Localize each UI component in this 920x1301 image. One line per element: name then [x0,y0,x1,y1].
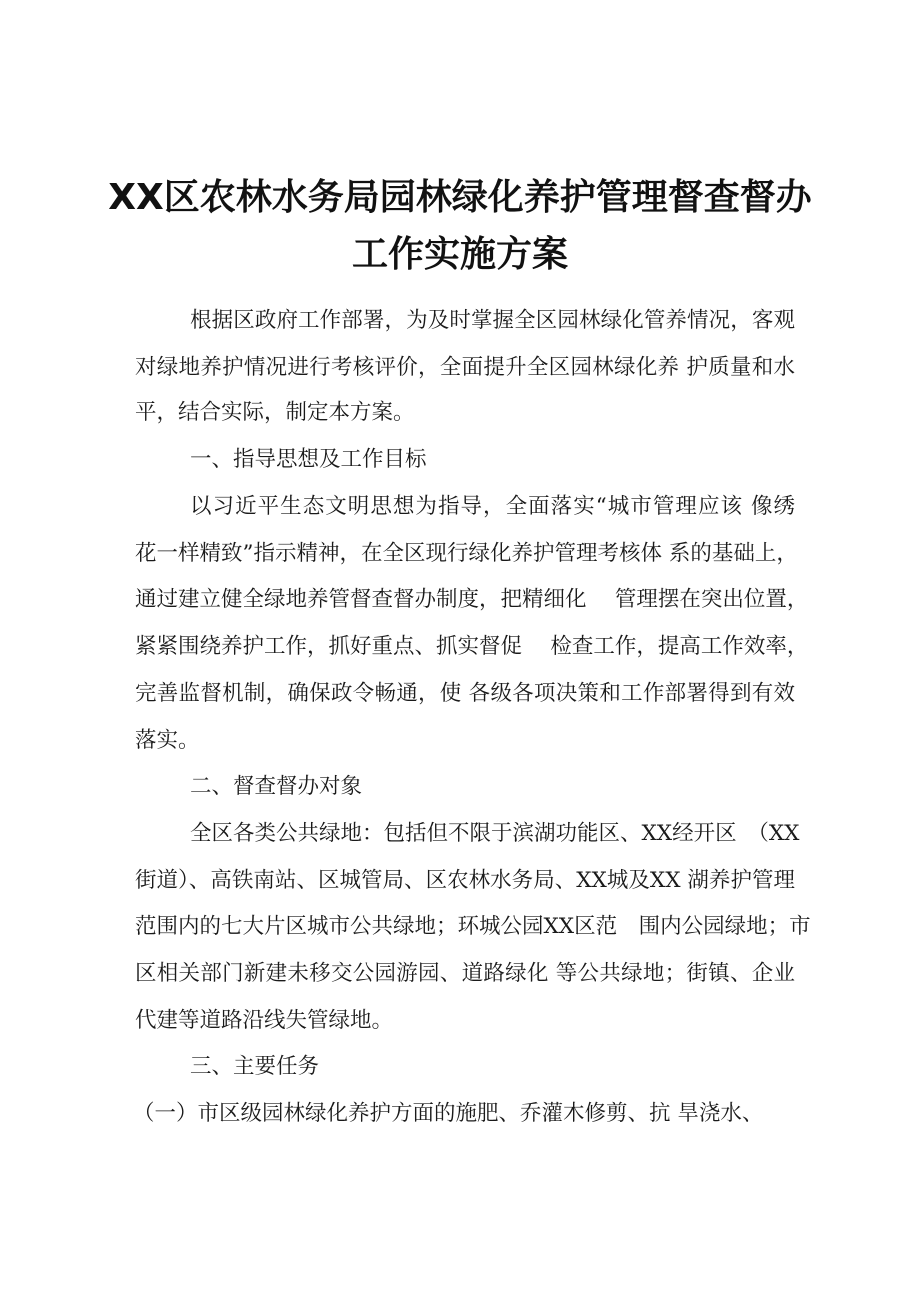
section-2-line-5: 代建等道路沿线失管绿地。 [135,1008,394,1033]
section-1-heading: 一、指导思想及工作目标 [190,447,427,472]
document-title-line-1: XX区农林水务局园林绿化养护管理督查督办 [108,177,812,218]
section-1-line-5: 完善监督机制，确保政令畅通，使 各级各项决策和工作部署得到有效 [135,681,795,706]
section-1-line-2: 花一样精致”指示精神，在全区现行绿化养护管理考核体 系的基础上， [135,541,798,566]
document-title-line-2: 工作实施方案 [351,234,568,275]
section-2-line-2: 街道）、高铁南站、区城管局、区农林水务局、XX城及XX 湖养护管理 [135,868,795,893]
section-2-line-4: 区相关部门新建未移交公园游园、道路绿化 等公共绿地；街镇、企业 [135,961,795,986]
section-2-line-3: 范围内的七大片区城市公共绿地；环城公园XX区范 围内公园绿地；市 [135,914,811,939]
section-1-line-6: 落实。 [135,728,200,753]
section-2-line-1: 全区各类公共绿地：包括但不限于滨湖功能区、XX经开区 （XX [190,821,800,846]
intro-line-1: 根据区政府工作部署，为及时掌握全区园林绿化管养情况，客观 [190,308,795,333]
section-3-item-1: （一）市区级园林绿化养护方面的施肥、乔灌木修剪、抗 旱浇水、 [133,1101,764,1126]
section-3-heading: 三、主要任务 [190,1054,320,1079]
intro-line-2: 对绿地养护情况进行考核评价，全面提升全区园林绿化养 护质量和水 [135,355,795,380]
section-2-heading: 二、督查督办对象 [190,774,363,799]
section-1-line-3: 通过建立健全绿地养管督查督办制度，把精细化 管理摆在突出位置， [135,587,809,612]
section-1-line-4: 紧紧围绕养护工作，抓好重点、抓实督促 检查工作，提高工作效率， [135,634,809,659]
intro-line-3: 平，结合实际，制定本方案。 [135,400,415,425]
section-1-line-1: 以习近平生态文明思想为指导，全面落实“城市管理应该 像绣 [190,494,795,519]
